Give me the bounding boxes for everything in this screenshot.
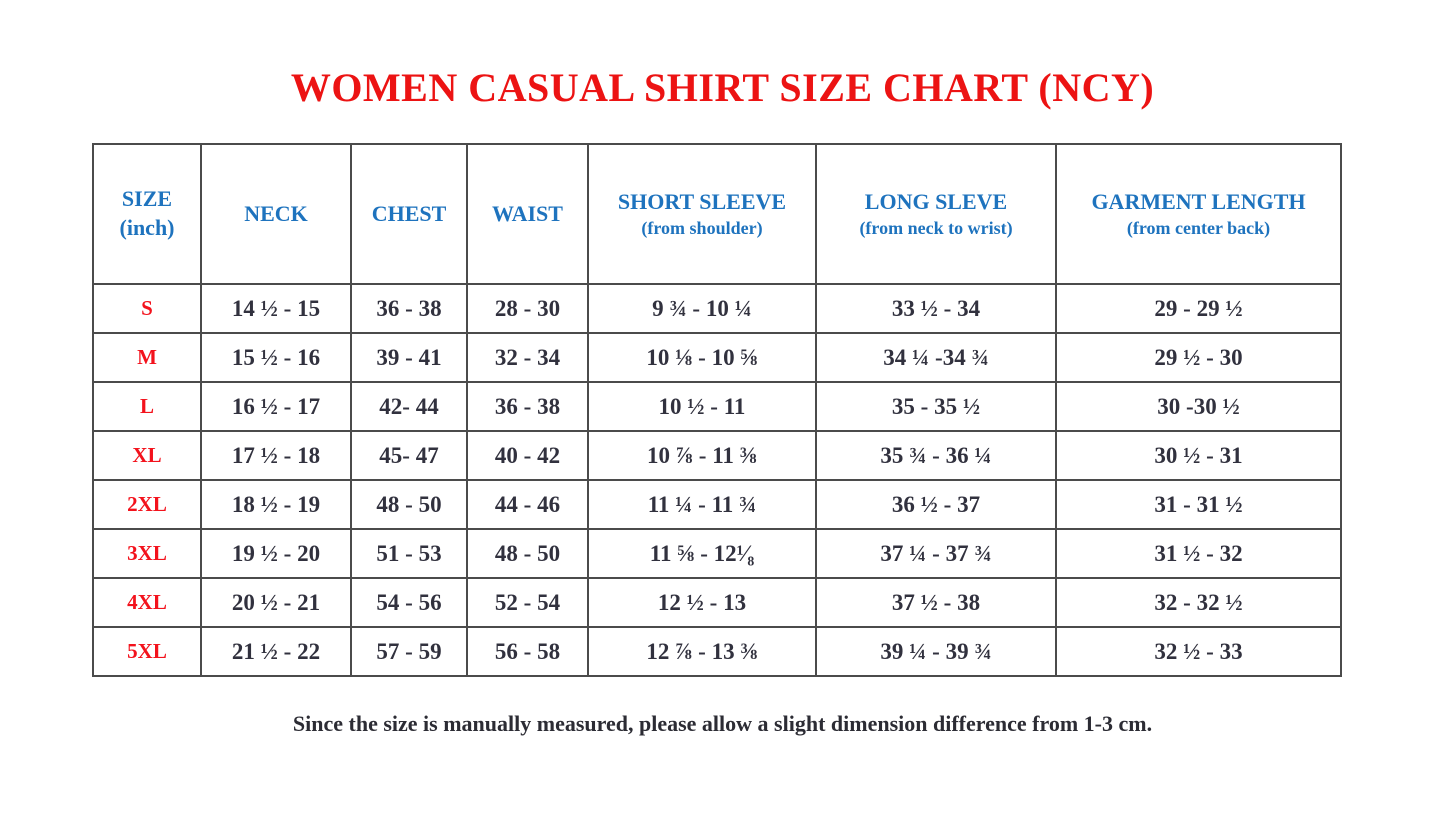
table-header-row [93, 144, 1341, 284]
waist-value: 52 - 54 [467, 578, 588, 627]
size-label: 3XL [93, 529, 201, 578]
column-header-label: WAIST [492, 200, 563, 226]
measurement-disclaimer: Since the size is manually measured, please allow a slight dimension difference from 1-3 cm. [292, 711, 1153, 736]
table-row-s [93, 284, 1341, 333]
neck-value: 16 ½ - 17 [201, 382, 351, 431]
column-header-garment-length [1056, 144, 1341, 284]
column-header-sublabel: (inch) [119, 215, 175, 240]
column-header-label: SHORT SLEEVE [617, 189, 787, 214]
table-row-l [93, 382, 1341, 431]
size-label: M [93, 333, 201, 382]
size-label: L [93, 382, 201, 431]
chest-value: 54 - 56 [351, 578, 467, 627]
column-header-waist [467, 144, 588, 284]
page-title: WOMEN CASUAL SHIRT SIZE CHART (NCY) [290, 65, 1155, 110]
waist-value: 28 - 30 [467, 284, 588, 333]
neck-value: 20 ½ - 21 [201, 578, 351, 627]
short-sleeve-value: 10 ½ - 11 [588, 382, 816, 431]
table-row-3xl [93, 529, 1341, 578]
size-chart-table [92, 143, 1342, 677]
size-label: 4XL [93, 578, 201, 627]
short-sleeve-value: 12 ½ - 13 [588, 578, 816, 627]
short-sleeve-value: 11 ¼ - 11 ¾ [588, 480, 816, 529]
waist-value: 56 - 58 [467, 627, 588, 676]
neck-value: 19 ½ - 20 [201, 529, 351, 578]
column-header-size [93, 144, 201, 284]
long-sleeve-value: 35 - 35 ½ [816, 382, 1056, 431]
short-sleeve-value: 9 ¾ - 10 ¼ [588, 284, 816, 333]
neck-value: 15 ½ - 16 [201, 333, 351, 382]
garment-length-value: 30 ½ - 31 [1056, 431, 1341, 480]
long-sleeve-value: 33 ½ - 34 [816, 284, 1056, 333]
chest-value: 48 - 50 [351, 480, 467, 529]
chest-value: 42- 44 [351, 382, 467, 431]
column-header-neck [201, 144, 351, 284]
size-label: S [93, 284, 201, 333]
waist-value: 32 - 34 [467, 333, 588, 382]
column-header-label: NECK [244, 200, 308, 226]
garment-length-value: 30 -30 ½ [1056, 382, 1341, 431]
waist-value: 44 - 46 [467, 480, 588, 529]
column-header-sublabel: (from shoulder) [641, 217, 763, 238]
short-sleeve-value: 11 ⅝ - 12¹⁄₈ [588, 529, 816, 578]
long-sleeve-value: 36 ½ - 37 [816, 480, 1056, 529]
garment-length-value: 31 - 31 ½ [1056, 480, 1341, 529]
long-sleeve-value: 35 ¾ - 36 ¼ [816, 431, 1056, 480]
chest-value: 36 - 38 [351, 284, 467, 333]
short-sleeve-value: 12 ⅞ - 13 ⅜ [588, 627, 816, 676]
neck-value: 17 ½ - 18 [201, 431, 351, 480]
column-header-label: GARMENT LENGTH [1091, 189, 1306, 214]
column-header-long-sleeve [816, 144, 1056, 284]
size-label: 2XL [93, 480, 201, 529]
waist-value: 36 - 38 [467, 382, 588, 431]
column-header-chest [351, 144, 467, 284]
chest-value: 39 - 41 [351, 333, 467, 382]
column-header-sublabel: (from neck to wrist) [859, 217, 1013, 238]
column-header-label: CHEST [371, 200, 447, 226]
neck-value: 21 ½ - 22 [201, 627, 351, 676]
long-sleeve-value: 37 ¼ - 37 ¾ [816, 529, 1056, 578]
table-row-4xl [93, 578, 1341, 627]
column-header-sublabel: (from center back) [1126, 217, 1271, 238]
garment-length-value: 32 - 32 ½ [1056, 578, 1341, 627]
column-header-label: LONG SLEVE [864, 189, 1008, 214]
table-row-m [93, 333, 1341, 382]
table-row-2xl [93, 480, 1341, 529]
garment-length-value: 31 ½ - 32 [1056, 529, 1341, 578]
garment-length-value: 29 ½ - 30 [1056, 333, 1341, 382]
garment-length-value: 32 ½ - 33 [1056, 627, 1341, 676]
size-label: XL [93, 431, 201, 480]
chest-value: 51 - 53 [351, 529, 467, 578]
long-sleeve-value: 37 ½ - 38 [816, 578, 1056, 627]
neck-value: 14 ½ - 15 [201, 284, 351, 333]
neck-value: 18 ½ - 19 [201, 480, 351, 529]
column-header-label: SIZE [121, 186, 173, 212]
short-sleeve-value: 10 ⅞ - 11 ⅜ [588, 431, 816, 480]
table-row-5xl [93, 627, 1341, 676]
waist-value: 40 - 42 [467, 431, 588, 480]
garment-length-value: 29 - 29 ½ [1056, 284, 1341, 333]
size-label: 5XL [93, 627, 201, 676]
chest-value: 57 - 59 [351, 627, 467, 676]
column-header-short-sleeve [588, 144, 816, 284]
table-row-xl [93, 431, 1341, 480]
waist-value: 48 - 50 [467, 529, 588, 578]
chest-value: 45- 47 [351, 431, 467, 480]
long-sleeve-value: 34 ¼ -34 ¾ [816, 333, 1056, 382]
short-sleeve-value: 10 ⅛ - 10 ⅝ [588, 333, 816, 382]
long-sleeve-value: 39 ¼ - 39 ¾ [816, 627, 1056, 676]
